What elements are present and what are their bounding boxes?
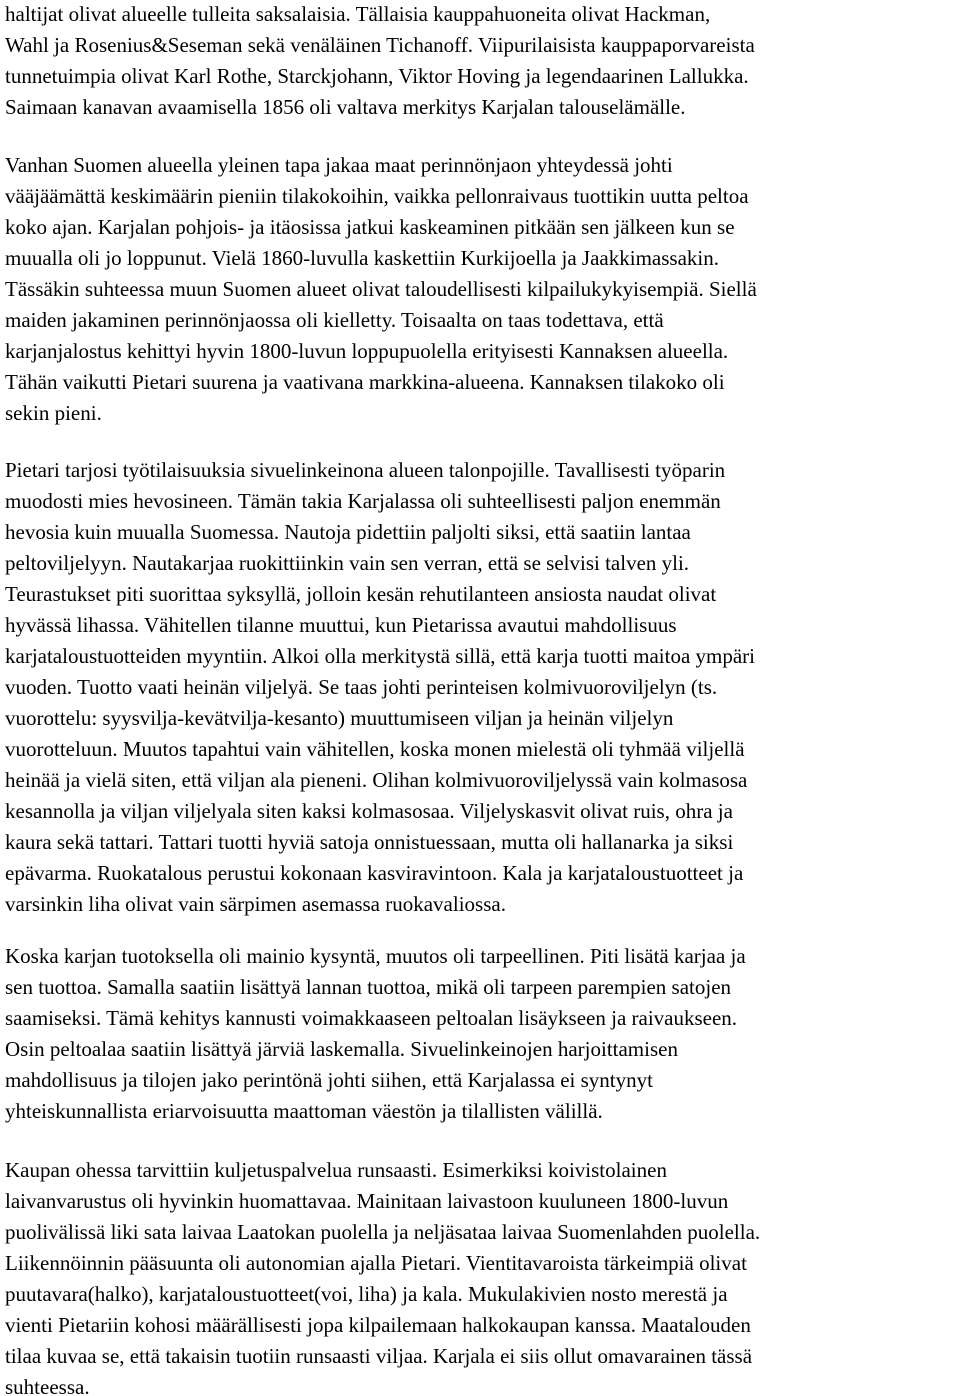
text-line: Kaupan ohessa tarvittiin kuljetuspalvelua runsaasti. Esimerkiksi koivistolainen <box>5 1158 667 1182</box>
text-line: vienti Pietariin kohosi määrällisesti jopa kilpailemaan halkokaupan kanssa. Maatalouden <box>5 1313 751 1337</box>
text-line: suhteessa. <box>5 1375 90 1396</box>
text-line: sen tuottoa. Samalla saatiin lisättyä lannan tuottoa, mikä oli tarpeen parempien satojen <box>5 975 732 999</box>
text-line: hevosia kuin muualla Suomessa. Nautoja pidettiin paljolti siksi, että saatiin lantaa <box>5 520 691 544</box>
text-line: laivanvarustus oli hyvinkin huomattavaa. Mainitaan laivastoon kuuluneen 1800-luvun <box>5 1189 729 1213</box>
text-line: vääjäämättä keskimäärin pieniin tilakokoihin, vaikka pellonraivaus tuottikin uutta peltoa <box>5 184 749 208</box>
paragraph-production-growth <box>5 941 960 1127</box>
text-line: karjanjalostus kehittyi hyvin 1800-luvun loppupuolella erityisesti Kannaksen alueella. <box>5 339 729 363</box>
paragraph-land-division <box>5 150 960 429</box>
text-line: muualla oli jo loppunut. Vielä 1860-luvulla kaskettiin Kurkijoella ja Jaakkimassakin. <box>5 246 719 270</box>
text-line: Koska karjan tuotoksella oli mainio kysyntä, muutos oli tarpeellinen. Piti lisätä karjaa ja <box>5 944 746 968</box>
text-line: varsinkin liha olivat vain särpimen asemassa ruokavaliossa. <box>5 892 506 916</box>
paragraph-trade-houses <box>5 0 960 123</box>
text-line: maiden jakaminen perinnönjaossa oli kielletty. Toisaalta on taas todettava, että <box>5 308 664 332</box>
text-line: Pietari tarjosi työtilaisuuksia sivuelinkeinona alueen talonpojille. Tavallisesti työparin <box>5 458 726 482</box>
text-line: hyvässä lihassa. Vähitellen tilanne muuttui, kun Pietarissa avautui mahdollisuus <box>5 613 677 637</box>
text-line: saamiseksi. Tämä kehitys kannusti voimakkaaseen peltoalan lisäykseen ja raivaukseen. <box>5 1006 738 1030</box>
text-line: Tähän vaikutti Pietari suurena ja vaativana markkina-alueena. Kannaksen tilakoko oli <box>5 370 725 394</box>
text-line: kesannolla ja viljan viljelyala siten kaksi kolmasosaa. Viljelyskasvit olivat ruis, ohra ja <box>5 799 733 823</box>
text-line: haltijat olivat alueelle tulleita saksalaisia. Tällaisia kauppahuoneita olivat Hackman, <box>5 2 711 26</box>
text-line: kaura sekä tattari. Tattari tuotti hyviä satoja onnistuessaan, mutta oli hallanarka ja siksi <box>5 830 734 854</box>
text-line: peltoviljelyyn. Nautakarjaa ruokittiinkin vain sen verran, että se selvisi talven yli. <box>5 551 690 575</box>
text-line: Liikennöinnin pääsuunta oli autonomian ajalla Pietari. Vientitavaroista tärkeimpiä olivat <box>5 1251 747 1275</box>
text-line: vuorotteluun. Muutos tapahtui vain vähitellen, koska monen mielestä oli tyhmää viljellä <box>5 737 745 761</box>
text-line: vuorottelu: syysvilja-kevätvilja-kesanto) muuttumiseen viljan ja heinän viljelyn <box>5 706 674 730</box>
paragraph-shipping-trade <box>5 1155 960 1396</box>
text-line: Osin peltoalaa saatiin lisättyä järviä laskemalla. Sivuelinkeinojen harjoittamisen <box>5 1037 678 1061</box>
text-line: puutavara(halko), karjataloustuotteet(voi, liha) ja kala. Mukulakivien nosto merestä ja <box>5 1282 728 1306</box>
text-line: Tässäkin suhteessa muun Suomen alueet olivat taloudellisesti kilpailukykyisempiä. Siellä <box>5 277 757 301</box>
text-line: puolivälissä liki sata laivaa Laatokan puolella ja neljäsataa laivaa Suomenlahden puolella. <box>5 1220 761 1244</box>
text-line: Teurastukset piti suorittaa syksyllä, jolloin kesän rehutilanteen ansiosta naudat olivat <box>5 582 717 606</box>
text-line: heinää ja vielä siten, että viljan ala pienenі. Olihan kolmivuoroviljelyssä vain kolmasosa <box>5 768 748 792</box>
text-line: mahdollisuus ja tilojen jako perintönä johti siihen, että Karjalassa ei syntynyt <box>5 1068 653 1092</box>
text-line: koko ajan. Karjalan pohjois- ja itäosissa jatkui kaskeaminen pitkään sen jälkeen kun se <box>5 215 735 239</box>
text-line: Vanhan Suomen alueella yleinen tapa jakaa maat perinnönjaon yhteydessä johti <box>5 153 673 177</box>
text-line: yhteiskunnallista eriarvoisuutta maattoman väestön ja tilallisten välillä. <box>5 1099 603 1123</box>
text-line: muodosti mies hevosineen. Tämän takia Karjalassa oli suhteellisesti paljon enemmän <box>5 489 721 513</box>
text-line: sekin pieni. <box>5 401 102 425</box>
text-line: tilaa kuvaa se, että takaisin tuotiin runsaasti viljaa. Karjala ei siis ollut omavarainen tässä <box>5 1344 753 1368</box>
text-line: Wahl ja Rosenius&Seseman sekä venäläinen Tichanoff. Viipurilaisista kauppaporvareista <box>5 33 755 57</box>
text-line: Saimaan kanavan avaamisella 1856 oli valtava merkitys Karjalan talouselämälle. <box>5 95 686 119</box>
text-line: karjataloustuotteiden myyntiin. Alkoi olla merkitystä sillä, että karja tuotti maitoa ympäri <box>5 644 756 668</box>
text-line: epävarma. Ruokatalous perustui kokonaan kasviravintoon. Kala ja karjataloustuotteet ja <box>5 861 744 885</box>
text-line: vuoden. Tuotto vaati heinän viljelyä. Se taas johti perinteisen kolmivuoroviljelyn (ts. <box>5 675 718 699</box>
text-line: tunnetuimpia olivat Karl Rothe, Starckjohann, Viktor Hoving ja legendaarinen Lallukka. <box>5 64 749 88</box>
paragraph-cattle-farming <box>5 455 960 920</box>
